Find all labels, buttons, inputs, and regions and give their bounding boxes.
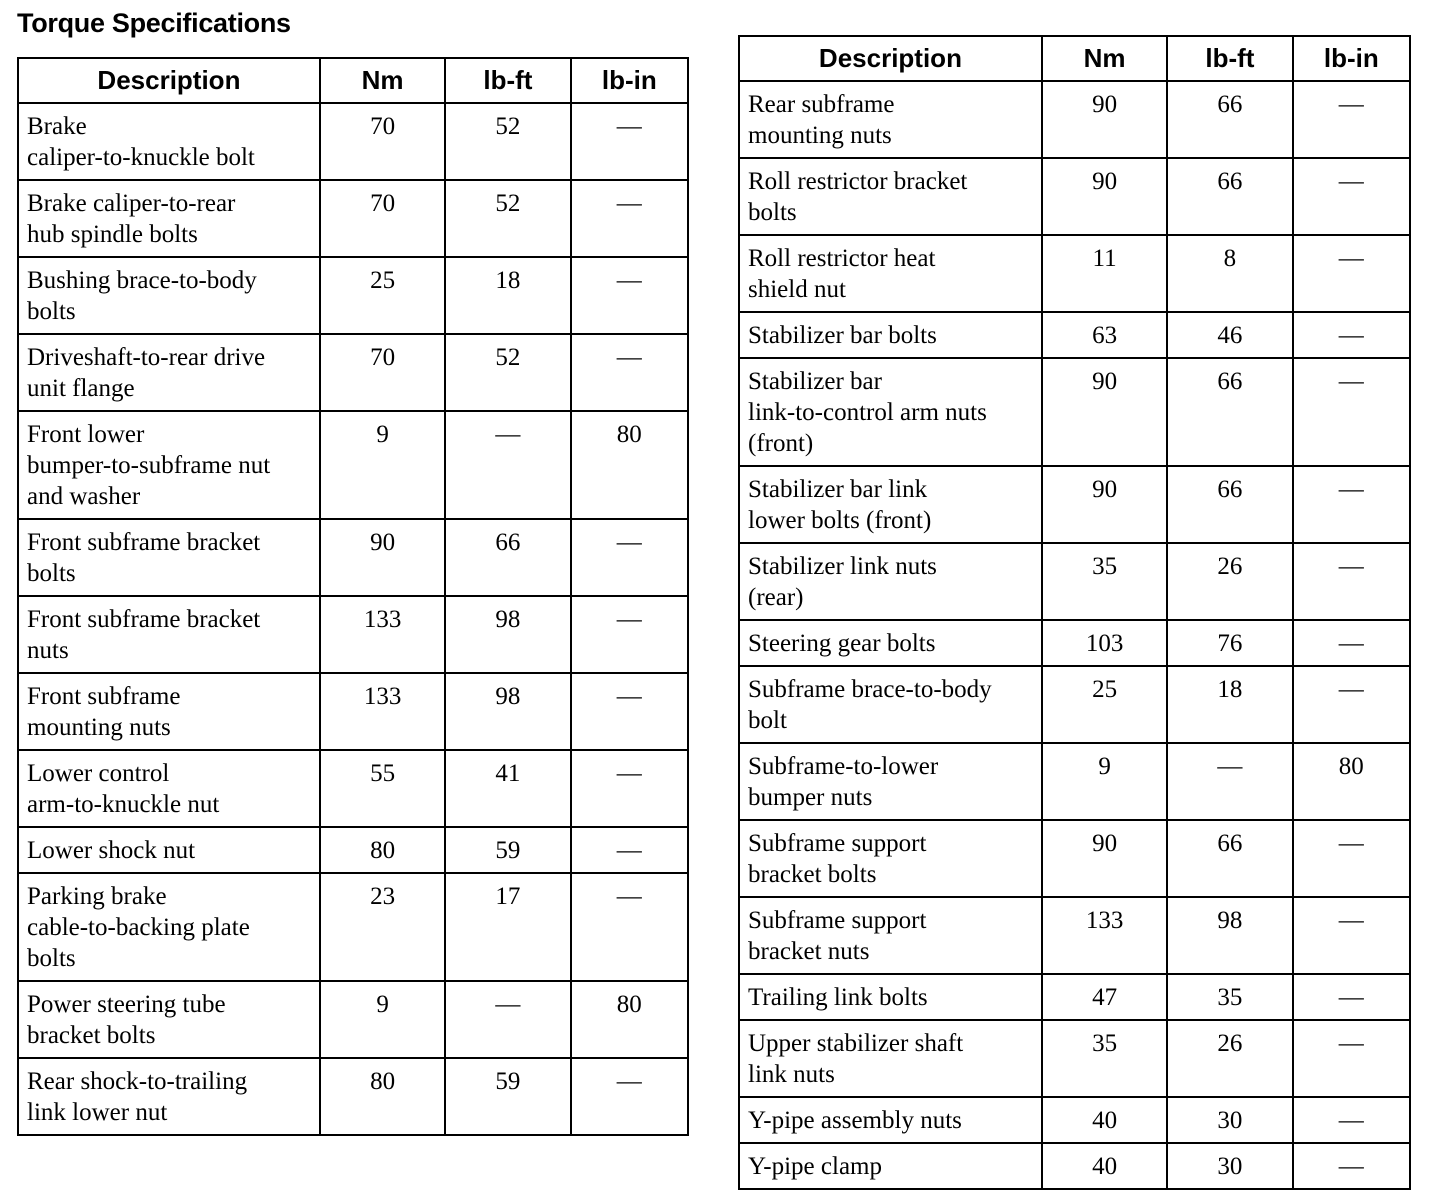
description-line: bracket bolts bbox=[27, 1022, 156, 1049]
lbft-cell: 66 bbox=[445, 519, 570, 596]
nm-cell: 25 bbox=[320, 257, 445, 334]
description-line: Brake caliper-to-rear bbox=[27, 190, 236, 217]
header-description: Description bbox=[18, 58, 320, 103]
description-line: Subframe support bbox=[748, 830, 927, 857]
description-line: Rear subframe bbox=[748, 91, 895, 118]
nm-cell: 25 bbox=[1042, 666, 1167, 743]
description-line: bolts bbox=[27, 945, 76, 972]
table-row bbox=[18, 596, 688, 673]
lbin-cell: — bbox=[1293, 820, 1410, 897]
table-row bbox=[739, 358, 1410, 466]
description-cell bbox=[739, 974, 1042, 1020]
description-cell bbox=[18, 257, 320, 334]
description-line: mounting nuts bbox=[748, 122, 892, 149]
description-line: mounting nuts bbox=[27, 714, 171, 741]
description-line: link nuts bbox=[748, 1061, 835, 1088]
nm-cell: 90 bbox=[1042, 81, 1167, 158]
description-line: Y-pipe assembly nuts bbox=[748, 1107, 962, 1134]
description-line: Upper stabilizer shaft bbox=[748, 1030, 964, 1057]
header-nm: Nm bbox=[1042, 36, 1167, 81]
description-line: Steering gear bolts bbox=[748, 630, 936, 657]
lbin-cell: — bbox=[571, 673, 688, 750]
lbft-cell: 8 bbox=[1167, 235, 1292, 312]
lbft-cell: 66 bbox=[1167, 466, 1292, 543]
lbft-cell: — bbox=[445, 411, 570, 519]
description-line: bolt bbox=[748, 707, 787, 734]
description-line: cable-to-backing plate bbox=[27, 914, 250, 941]
table-row bbox=[18, 180, 688, 257]
torque-table-left bbox=[17, 57, 689, 1136]
description-line: Subframe brace-to-body bbox=[748, 676, 992, 703]
description-line: bracket nuts bbox=[748, 938, 870, 965]
description-line: caliper-to-knuckle bolt bbox=[27, 144, 255, 171]
description-line: bumper-to-subframe nut bbox=[27, 452, 271, 479]
header-lbft: lb-ft bbox=[1167, 36, 1292, 81]
header-description: Description bbox=[739, 36, 1042, 81]
nm-cell: 40 bbox=[1042, 1143, 1167, 1189]
lbft-cell: 26 bbox=[1167, 1020, 1292, 1097]
description-line: Parking brake bbox=[27, 883, 167, 910]
table-row bbox=[739, 1143, 1410, 1189]
description-line: bolts bbox=[27, 560, 76, 587]
table-row bbox=[18, 873, 688, 981]
description-line: Stabilizer bar bolts bbox=[748, 322, 937, 349]
description-line: bumper nuts bbox=[748, 784, 873, 811]
lbft-cell: 41 bbox=[445, 750, 570, 827]
nm-cell: 80 bbox=[320, 827, 445, 873]
description-cell bbox=[18, 827, 320, 873]
nm-cell: 133 bbox=[320, 673, 445, 750]
lbin-cell: — bbox=[571, 257, 688, 334]
lbft-cell: 52 bbox=[445, 103, 570, 180]
description-line: Driveshaft-to-rear drive bbox=[27, 344, 266, 371]
description-line: bracket bolts bbox=[748, 861, 877, 888]
description-line: Brake bbox=[27, 113, 87, 140]
page-title: Torque Specifications bbox=[17, 8, 291, 38]
lbin-cell: — bbox=[1293, 312, 1410, 358]
table-row bbox=[739, 1097, 1410, 1143]
lbft-cell: 18 bbox=[445, 257, 570, 334]
description-line: Trailing link bolts bbox=[748, 984, 928, 1011]
lbft-cell: — bbox=[1167, 743, 1292, 820]
description-cell bbox=[18, 334, 320, 411]
nm-cell: 90 bbox=[1042, 158, 1167, 235]
lbft-cell: 66 bbox=[1167, 158, 1292, 235]
description-line: nuts bbox=[27, 637, 69, 664]
nm-cell: 80 bbox=[320, 1058, 445, 1135]
lbin-cell: 80 bbox=[1293, 743, 1410, 820]
lbin-cell: — bbox=[1293, 235, 1410, 312]
nm-cell: 70 bbox=[320, 180, 445, 257]
lbft-cell: — bbox=[445, 981, 570, 1058]
table-row bbox=[739, 1020, 1410, 1097]
description-cell bbox=[18, 873, 320, 981]
nm-cell: 63 bbox=[1042, 312, 1167, 358]
nm-cell: 133 bbox=[320, 596, 445, 673]
lbin-cell: — bbox=[571, 103, 688, 180]
lbft-cell: 17 bbox=[445, 873, 570, 981]
lbft-cell: 66 bbox=[1167, 820, 1292, 897]
table-row bbox=[739, 312, 1410, 358]
nm-cell: 103 bbox=[1042, 620, 1167, 666]
description-line: bolts bbox=[27, 298, 76, 325]
description-cell bbox=[739, 820, 1042, 897]
lbft-cell: 46 bbox=[1167, 312, 1292, 358]
nm-cell: 11 bbox=[1042, 235, 1167, 312]
table-row bbox=[739, 543, 1410, 620]
description-cell bbox=[18, 596, 320, 673]
description-cell bbox=[739, 358, 1042, 466]
description-line: lower bolts (front) bbox=[748, 507, 932, 534]
table-row bbox=[739, 466, 1410, 543]
description-line: Stabilizer bar link bbox=[748, 476, 928, 503]
lbft-cell: 98 bbox=[445, 596, 570, 673]
description-cell bbox=[18, 180, 320, 257]
nm-cell: 55 bbox=[320, 750, 445, 827]
lbin-cell: — bbox=[571, 180, 688, 257]
description-cell bbox=[739, 1097, 1042, 1143]
description-line: shield nut bbox=[748, 276, 846, 303]
description-cell bbox=[739, 158, 1042, 235]
header-row bbox=[739, 36, 1410, 81]
nm-cell: 35 bbox=[1042, 543, 1167, 620]
description-line: Roll restrictor heat bbox=[748, 245, 936, 272]
lbin-cell: — bbox=[1293, 543, 1410, 620]
table-row bbox=[739, 974, 1410, 1020]
description-line: Front lower bbox=[27, 421, 145, 448]
lbft-cell: 30 bbox=[1167, 1097, 1292, 1143]
nm-cell: 90 bbox=[320, 519, 445, 596]
table-row bbox=[18, 673, 688, 750]
lbin-cell: — bbox=[571, 334, 688, 411]
table-row bbox=[18, 334, 688, 411]
description-cell bbox=[739, 543, 1042, 620]
table-row bbox=[18, 827, 688, 873]
lbin-cell: — bbox=[1293, 1143, 1410, 1189]
lbin-cell: — bbox=[1293, 466, 1410, 543]
table-row bbox=[739, 666, 1410, 743]
lbin-cell: — bbox=[571, 1058, 688, 1135]
lbft-cell: 98 bbox=[445, 673, 570, 750]
nm-cell: 70 bbox=[320, 103, 445, 180]
table-row bbox=[739, 81, 1410, 158]
description-line: Subframe support bbox=[748, 907, 927, 934]
description-line: arm-to-knuckle nut bbox=[27, 791, 220, 818]
description-line: hub spindle bolts bbox=[27, 221, 198, 248]
table-row bbox=[739, 820, 1410, 897]
description-line: link lower nut bbox=[27, 1099, 168, 1126]
table-row bbox=[18, 519, 688, 596]
description-line: Subframe-to-lower bbox=[748, 753, 939, 780]
nm-cell: 70 bbox=[320, 334, 445, 411]
description-line: Front subframe bracket bbox=[27, 529, 261, 556]
description-cell bbox=[739, 312, 1042, 358]
lbin-cell: — bbox=[571, 519, 688, 596]
table-row bbox=[739, 158, 1410, 235]
lbft-cell: 18 bbox=[1167, 666, 1292, 743]
table-row bbox=[739, 897, 1410, 974]
lbin-cell: — bbox=[571, 873, 688, 981]
lbin-cell: — bbox=[1293, 1020, 1410, 1097]
table-row bbox=[18, 750, 688, 827]
description-line: (rear) bbox=[748, 584, 804, 611]
header-lbin: lb-in bbox=[571, 58, 688, 103]
table-row bbox=[739, 235, 1410, 312]
lbin-cell: — bbox=[1293, 1097, 1410, 1143]
lbin-cell: — bbox=[571, 596, 688, 673]
lbin-cell: — bbox=[1293, 158, 1410, 235]
lbin-cell: — bbox=[571, 827, 688, 873]
table-body-left bbox=[18, 103, 688, 1135]
description-line: and washer bbox=[27, 483, 141, 510]
description-line: unit flange bbox=[27, 375, 135, 402]
lbft-cell: 59 bbox=[445, 1058, 570, 1135]
description-line: link-to-control arm nuts bbox=[748, 399, 987, 426]
nm-cell: 90 bbox=[1042, 358, 1167, 466]
description-cell bbox=[739, 466, 1042, 543]
description-line: Bushing brace-to-body bbox=[27, 267, 257, 294]
nm-cell: 9 bbox=[320, 411, 445, 519]
table-row bbox=[18, 981, 688, 1058]
lbin-cell: — bbox=[1293, 358, 1410, 466]
description-line: Stabilizer link nuts bbox=[748, 553, 937, 580]
lbft-cell: 98 bbox=[1167, 897, 1292, 974]
lbft-cell: 59 bbox=[445, 827, 570, 873]
header-row bbox=[18, 58, 688, 103]
lbft-cell: 26 bbox=[1167, 543, 1292, 620]
description-cell bbox=[18, 981, 320, 1058]
lbin-cell: — bbox=[571, 750, 688, 827]
description-line: Lower shock nut bbox=[27, 837, 196, 864]
lbft-cell: 66 bbox=[1167, 81, 1292, 158]
lbin-cell: 80 bbox=[571, 981, 688, 1058]
description-line: Power steering tube bbox=[27, 991, 226, 1018]
description-cell bbox=[18, 519, 320, 596]
lbft-cell: 35 bbox=[1167, 974, 1292, 1020]
nm-cell: 9 bbox=[320, 981, 445, 1058]
lbft-cell: 30 bbox=[1167, 1143, 1292, 1189]
description-cell bbox=[18, 411, 320, 519]
header-lbft: lb-ft bbox=[445, 58, 570, 103]
nm-cell: 47 bbox=[1042, 974, 1167, 1020]
lbin-cell: 80 bbox=[571, 411, 688, 519]
lbin-cell: — bbox=[1293, 897, 1410, 974]
table-row bbox=[18, 103, 688, 180]
description-line: Roll restrictor bracket bbox=[748, 168, 968, 195]
description-cell bbox=[18, 673, 320, 750]
table-row bbox=[739, 620, 1410, 666]
description-line: Front subframe bbox=[27, 683, 181, 710]
lbin-cell: — bbox=[1293, 974, 1410, 1020]
table-row bbox=[739, 743, 1410, 820]
header-nm: Nm bbox=[320, 58, 445, 103]
lbft-cell: 52 bbox=[445, 334, 570, 411]
lbin-cell: — bbox=[1293, 620, 1410, 666]
description-line: Front subframe bracket bbox=[27, 606, 261, 633]
description-cell bbox=[18, 750, 320, 827]
description-cell bbox=[18, 103, 320, 180]
description-line: Y-pipe clamp bbox=[748, 1153, 882, 1180]
lbft-cell: 76 bbox=[1167, 620, 1292, 666]
table-row bbox=[18, 1058, 688, 1135]
lbin-cell: — bbox=[1293, 666, 1410, 743]
description-cell bbox=[739, 235, 1042, 312]
description-cell bbox=[739, 620, 1042, 666]
lbft-cell: 52 bbox=[445, 180, 570, 257]
lbin-cell: — bbox=[1293, 81, 1410, 158]
nm-cell: 35 bbox=[1042, 1020, 1167, 1097]
nm-cell: 40 bbox=[1042, 1097, 1167, 1143]
table-row bbox=[18, 411, 688, 519]
description-line: Lower control bbox=[27, 760, 170, 787]
torque-table-right bbox=[738, 35, 1411, 1190]
description-cell bbox=[18, 1058, 320, 1135]
nm-cell: 90 bbox=[1042, 820, 1167, 897]
description-cell bbox=[739, 666, 1042, 743]
nm-cell: 23 bbox=[320, 873, 445, 981]
table-body-right bbox=[739, 81, 1410, 1189]
nm-cell: 133 bbox=[1042, 897, 1167, 974]
table-row bbox=[18, 257, 688, 334]
description-line: (front) bbox=[748, 430, 814, 457]
nm-cell: 90 bbox=[1042, 466, 1167, 543]
lbft-cell: 66 bbox=[1167, 358, 1292, 466]
description-cell bbox=[739, 81, 1042, 158]
header-lbin: lb-in bbox=[1293, 36, 1410, 81]
description-line: Stabilizer bar bbox=[748, 368, 882, 395]
description-cell bbox=[739, 1143, 1042, 1189]
nm-cell: 9 bbox=[1042, 743, 1167, 820]
description-cell bbox=[739, 1020, 1042, 1097]
description-cell bbox=[739, 897, 1042, 974]
description-line: Rear shock-to-trailing bbox=[27, 1068, 248, 1095]
description-cell bbox=[739, 743, 1042, 820]
description-line: bolts bbox=[748, 199, 797, 226]
